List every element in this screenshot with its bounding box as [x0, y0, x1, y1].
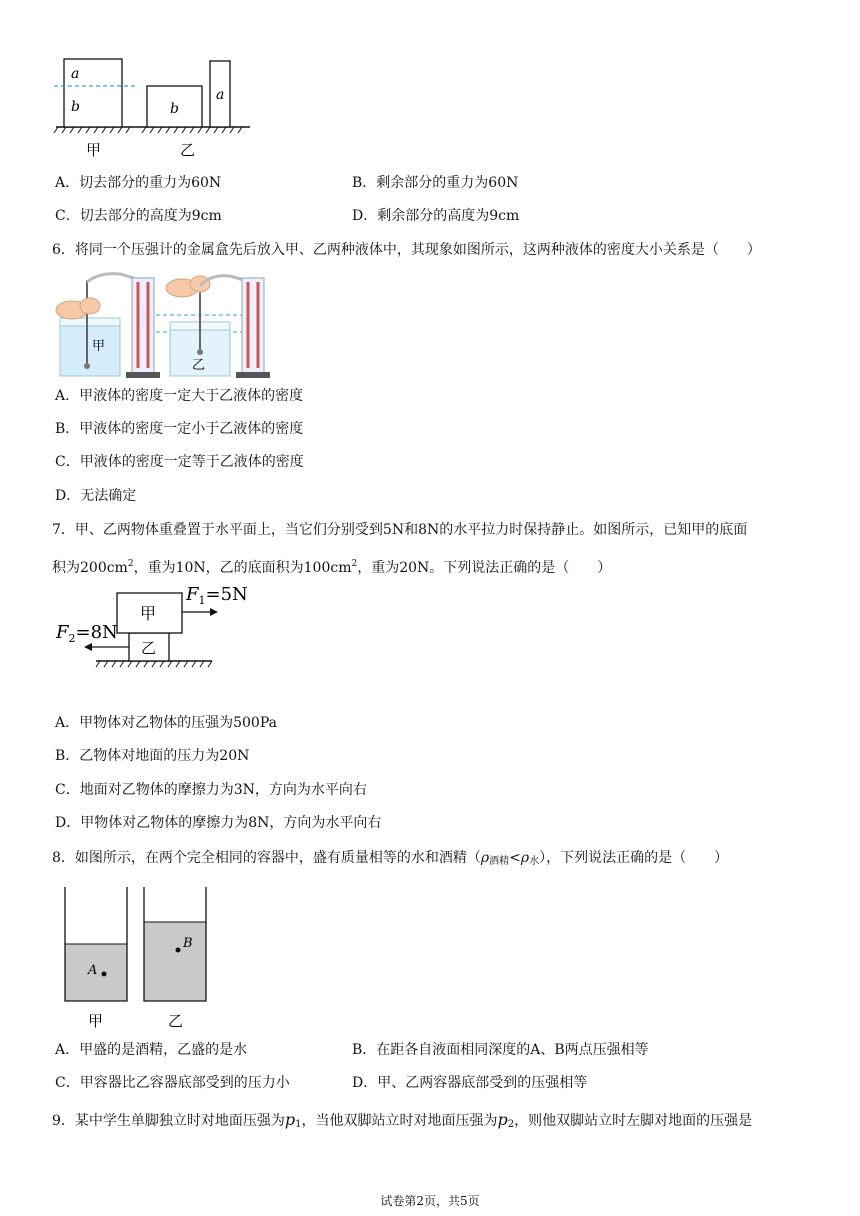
svg-text:F2=8N: [55, 622, 118, 645]
q8-stem: [52, 848, 728, 872]
fig5-label-a: a: [71, 66, 80, 82]
q8-option-c: C．甲容器比乙容器底部受到的压力小: [55, 1075, 290, 1091]
q7-stem-part-c: ，重为20N。下列说法正确的是（ ）: [357, 560, 612, 576]
fig7-f1-value: =5N: [205, 584, 248, 605]
q7-stem-line1: 7．甲、乙两物体重叠置于水平面上，当它们分别受到5N和8N的水平拉力时保持静止。如图所示，已知甲的底面: [52, 522, 748, 538]
fig7-f2-sub: 2: [68, 632, 76, 645]
fig8-label-jia: 甲: [88, 1012, 104, 1030]
fig8-point-a: A: [88, 963, 98, 978]
q6-option-a: A．甲液体的密度一定大于乙液体的密度: [55, 388, 304, 404]
q8-sub1: 酒精: [489, 856, 510, 867]
q7-option-c: C．地面对乙物体的摩擦力为3N，方向为水平向右: [55, 782, 367, 798]
q7-stem-part-b: ，重为10N，乙的底面积为100cm: [133, 560, 352, 576]
fig5-label-b: b: [71, 99, 80, 115]
fig6-label-yi: 乙: [192, 358, 206, 373]
fig5-label-jia: 甲: [86, 141, 102, 159]
q8-figure: [50, 882, 230, 1032]
q6-option-d: D．无法确定: [55, 488, 137, 504]
q8-stem-part-b: ），下列说法正确的是（ ）: [539, 850, 729, 866]
q7-stem-line2: [52, 554, 611, 578]
fig7-f2-symbol: F: [56, 622, 69, 643]
q7-option-a: A．甲物体对乙物体的压强为500Pa: [55, 715, 277, 731]
fig6-label-jia: 甲: [92, 339, 106, 354]
q5-option-d: D．剩余部分的高度为9cm: [352, 208, 520, 224]
fig5-label-a2: a: [216, 87, 225, 103]
q8-option-a: A．甲盛的是酒精，乙盛的是水: [55, 1042, 248, 1058]
q9-sub2: 2: [507, 1119, 515, 1130]
q7-figure: [50, 580, 260, 675]
q7-stem-sup1: 2: [127, 559, 134, 569]
q8-stem-part-a: 8．如图所示，在两个完全相同的容器中，盛有质量相等的水和酒精（: [52, 850, 481, 866]
fig7-f1-sub: 1: [198, 594, 206, 607]
q8-option-d: D．甲、乙两容器底部受到的压强相等: [352, 1075, 588, 1091]
q9-stem-part-b: ，当他双脚站立时对地面压强为: [301, 1113, 498, 1129]
q8-lt: <: [509, 850, 521, 866]
q9-sub1: 1: [295, 1119, 302, 1130]
q9-stem-part-c: ，则他双脚站立时左脚对地面的压强是: [514, 1113, 753, 1129]
q8-rho1: ρ: [480, 850, 490, 866]
q5-option-a: A．切去部分的重力为60N: [55, 175, 222, 191]
q6-stem: 6．将同一个压强计的金属盒先后放入甲、乙两种液体中，其现象如图所示，这两种液体的密度大小关系是（ ）: [52, 242, 761, 258]
q9-stem: [52, 1110, 752, 1135]
q8-option-b: B．在距各自液面相同深度的A、B两点压强相等: [352, 1042, 649, 1058]
q5-option-c: C．切去部分的高度为9cm: [55, 208, 222, 224]
q9-p1: p: [284, 1110, 296, 1129]
fig8-point-b: B: [183, 936, 193, 951]
q6-option-b: B．甲液体的密度一定小于乙液体的密度: [55, 421, 304, 437]
q5-option-b: B．剩余部分的重力为60N: [352, 175, 519, 191]
q8-rho2: ρ: [520, 850, 530, 866]
q7-stem-sup2: 2: [351, 559, 358, 569]
q6-figure: [50, 268, 270, 382]
q6-option-c: C．甲液体的密度一定等于乙液体的密度: [55, 454, 304, 470]
q8-sub2: 水: [529, 856, 540, 867]
q7-stem-part-a: 积为200cm: [52, 560, 128, 576]
page-footer: 试卷第2页，共5页: [380, 1194, 480, 1208]
fig5-label-b2: b: [170, 101, 179, 117]
q7-option-b: B．乙物体对地面的压力为20N: [55, 748, 250, 764]
svg-text:F1=5N: [185, 584, 248, 607]
q9-p2: p: [497, 1110, 508, 1129]
q9-stem-part-a: 9．某中学生单脚独立时对地面压强为: [52, 1113, 285, 1129]
fig7-box-bottom: 乙: [141, 639, 157, 657]
fig7-f2-value: =8N: [75, 622, 118, 643]
fig7-box-top: 甲: [140, 604, 157, 623]
q7-option-d: D．甲物体对乙物体的摩擦力为8N，方向为水平向右: [55, 815, 382, 831]
fig5-label-yi: 乙: [180, 141, 196, 159]
fig7-f1-symbol: F: [186, 584, 199, 605]
fig8-label-yi: 乙: [168, 1012, 184, 1030]
q5-figure: [50, 55, 260, 165]
